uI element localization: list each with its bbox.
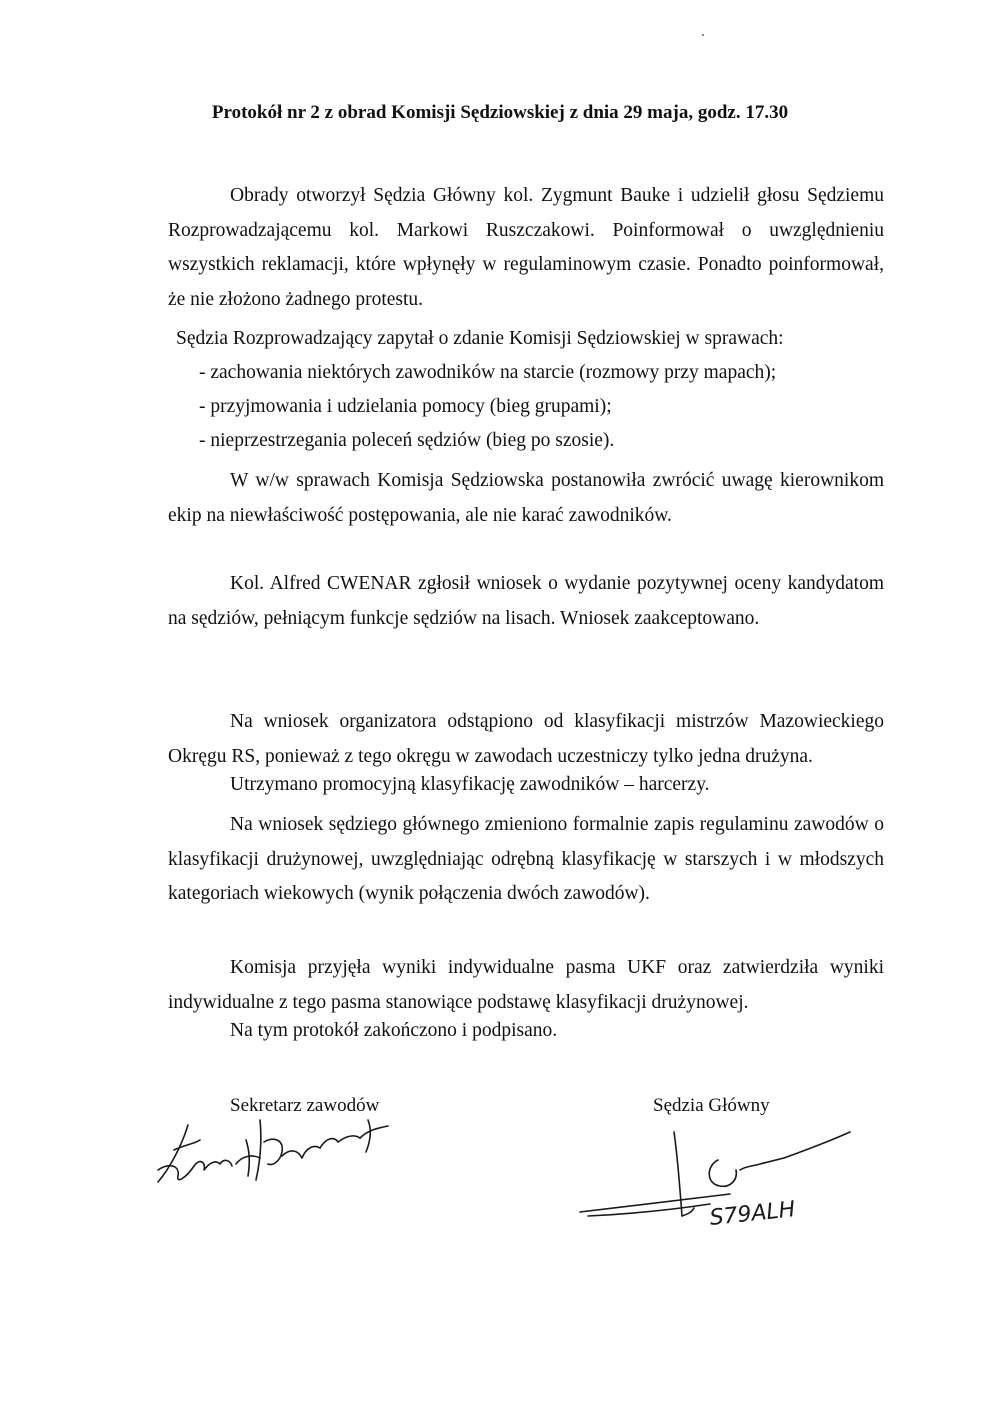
paragraph-team-classification: Na wniosek sędziego głównego zmieniono formalnie zapis regulaminu zawodów o klasyfikacji drużynowej, uwzględniając odrębną klasyfikację w starszych i w młodszych kategoriach wiekowych (wynik połączenia dwóch zawodów). — [168, 814, 884, 904]
paragraph-cwenar-motion: Kol. Alfred CWENAR zgłosił wniosek o wydanie pozytywnej oceny kandydatom na sędziów, pełniącym funkcje sędziów na lisach. Wniosek zaakceptowano. — [168, 573, 884, 629]
document-title: Protokół nr 2 z obrad Komisji Sędziowskiej z dnia 29 maja, godz. 17.30 — [211, 102, 789, 123]
paragraph-closing: Na tym protokół zakończono i podpisano. — [230, 1020, 558, 1041]
paragraph-scouts-classification: Utrzymano promocyjną klasyfikację zawodników – harcerzy. — [230, 774, 710, 795]
paragraph-mazovian-classification: Na wniosek organizatora odstąpiono od klasyfikacji mistrzów Mazowieckiego Okręgu RS, ponieważ z tego okręgu w zawodach uczestniczy tylko jedna drużyna. — [168, 711, 884, 767]
secretary-label: Sekretarz zawodów — [230, 1095, 380, 1116]
list-item-start-behaviour: - zachowania niektórych zawodników na starcie (rozmowy przy mapach); — [199, 362, 777, 383]
chief-judge-handwritten-id: S79ALH — [708, 1197, 797, 1231]
scan-speck — [702, 34, 704, 36]
list-item-assistance: - przyjmowania i udzielania pomocy (bieg grupami); — [199, 396, 612, 417]
list-item-road-running: - nieprzestrzegania poleceń sędziów (bieg po szosie). — [199, 430, 615, 451]
paragraph-opening: Obrady otworzył Sędzia Główny kol. Zygmunt Bauke i udzielił głosu Sędziemu Rozprowadzającemu kol. Markowi Ruszczakowi. Poinformował o uwzględnieniu wszystkich reklamacji, które wpłynęły w regulaminowym czasie. Ponadto poinformował, że nie złożono żadnego protestu. — [168, 185, 884, 310]
paragraph-questions-intro: Sędzia Rozprowadzający zapytał o zdanie Komisji Sędziowskiej w sprawach: — [176, 328, 784, 349]
paragraph-ukf-results: Komisja przyjęła wyniki indywidualne pasma UKF oraz zatwierdziła wyniki indywidualne z tego pasma stanowiące podstawę klasyfikacji drużynowej. — [168, 957, 884, 1013]
paragraph-decision: W w/w sprawach Komisja Sędziowska postanowiła zwrócić uwagę kierownikom ekip na niewłaściwość postępowania, ale nie karać zawodników. — [168, 470, 884, 526]
chief-judge-signature — [570, 1120, 860, 1230]
chief-judge-label: Sędzia Główny — [653, 1095, 770, 1116]
secretary-signature — [150, 1100, 410, 1195]
